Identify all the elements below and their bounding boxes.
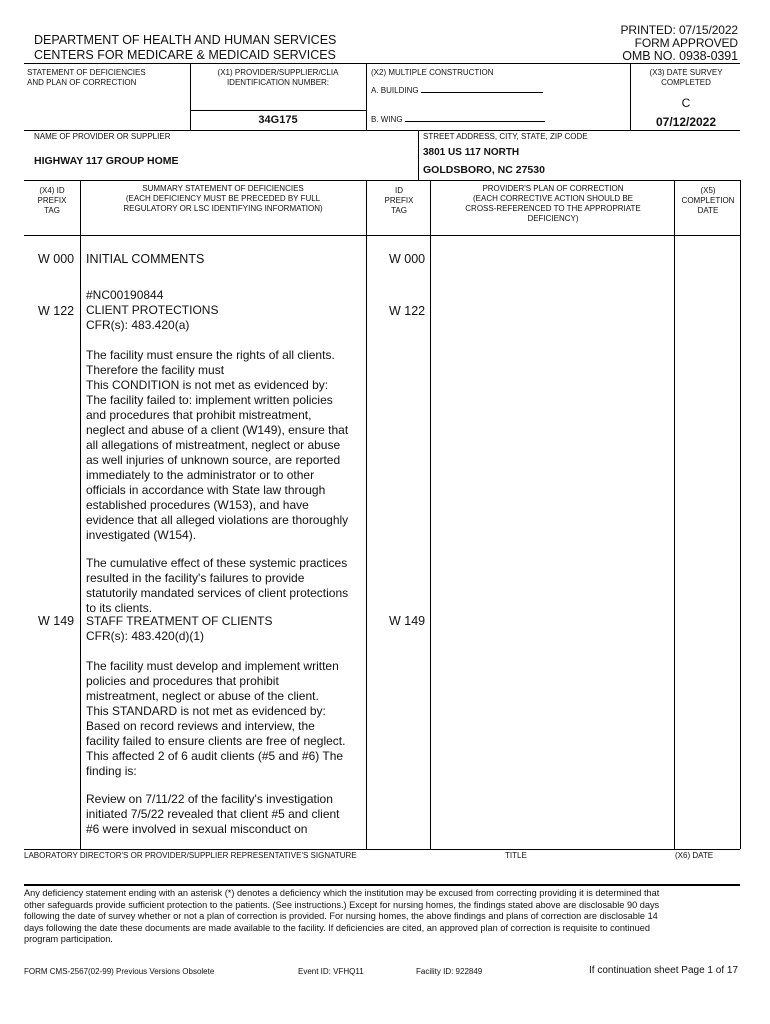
provider-name-label: NAME OF PROVIDER OR SUPPLIER [34, 132, 171, 141]
department-line-2: CENTERS FOR MEDICARE & MEDICAID SERVICES [34, 48, 336, 62]
col-header-x4-id-prefix: (X4) ID PREFIX TAG [37, 186, 67, 215]
address-line-1: 3801 US 117 NORTH [423, 147, 520, 158]
col-header-plan-of-correction: PROVIDER'S PLAN OF CORRECTION (EACH CORRECTIVE ACTION SHOULD BE CROSS-REFERENCED TO THE APPROPRIATE DEFICIENCY) [465, 184, 641, 223]
wing-blank [405, 113, 545, 122]
footer-page-number: If continuation sheet Page 1 of 17 [589, 965, 738, 976]
omb-number: OMB NO. 0938-0391 [622, 49, 738, 63]
x3-label: (X3) DATE SURVEY COMPLETED [649, 68, 723, 87]
w149-heading: STAFF TREATMENT OF CLIENTS CFR(s): 483.420(d)(1) [86, 614, 273, 643]
x2-label: (X2) MULTIPLE CONSTRUCTION [371, 68, 494, 77]
building-blank [421, 84, 543, 93]
footer-event-id: Event ID: VFHQ11 [298, 967, 364, 976]
building-label: A. BUILDING [371, 86, 419, 95]
tag-w149-left: W 149 [38, 614, 75, 628]
x3-survey-date: 07/12/2022 [655, 115, 717, 129]
tag-w122-right: W 122 [389, 304, 426, 318]
department-line-1: DEPARTMENT OF HEALTH AND HUMAN SERVICES [34, 33, 337, 47]
address-label: STREET ADDRESS, CITY, STATE, ZIP CODE [423, 132, 588, 141]
tag-w000-left: W 000 [38, 252, 75, 266]
col-header-x5-completion-date: (X5) COMPLETION DATE [681, 186, 735, 215]
printed-date: PRINTED: 07/15/2022 [620, 23, 738, 37]
tag-w000-right: W 000 [389, 252, 426, 266]
statement-of-deficiencies-label: STATEMENT OF DEFICIENCIES AND PLAN OF CORRECTION [27, 68, 146, 87]
initial-comments: INITIAL COMMENTS [86, 252, 205, 266]
x1-label: (X1) PROVIDER/SUPPLIER/CLIA IDENTIFICATION NUMBER: [217, 68, 339, 87]
col-header-id-prefix: ID PREFIX TAG [384, 186, 414, 215]
x3-survey-code: C [681, 96, 691, 110]
x1-identification-number: 34G175 [258, 114, 298, 126]
wing-field [371, 113, 545, 125]
wing-label: B. WING [371, 115, 403, 124]
col-header-summary-statement: SUMMARY STATEMENT OF DEFICIENCIES (EACH DEFICIENCY MUST BE PRECEDED BY FULL REGULATORY OR LSC IDENTIFYING INFORMATION) [123, 184, 323, 213]
w122-heading: #NC00190844 CLIENT PROTECTIONS CFR(s): 483.420(a) [86, 288, 219, 332]
w122-paragraph-cumulative: The cumulative effect of these systemic practices resulted in the facility's failures to provide statutorily mandated services of client protections to its clients. [86, 556, 349, 615]
footer-facility-id: Facility ID: 922849 [416, 967, 483, 976]
signature-date-label: (X6) DATE [675, 851, 714, 860]
form-approved: FORM APPROVED [634, 36, 738, 50]
signature-title-label: TITLE [505, 851, 527, 860]
tag-w149-right: W 149 [389, 614, 426, 628]
footer-form-number: FORM CMS-2567(02-99) Previous Versions Obsolete [24, 967, 215, 976]
building-field [371, 84, 543, 96]
deficiency-disclaimer: Any deficiency statement ending with an asterisk (*) denotes a deficiency which the institution may be excused from correcting providing it is determined that other safeguards provide sufficient protection to the patients. (See instructions.) Except for nursing homes, the findings stated above are disclosable 90 days following the date of survey whether or not a plan of correction is provided. For nursing homes, the above findings and plans of correction are disclosable 14 days following the date these documents are made available to the facility. If deficiencies are cited, an approved plan of correction is requisite to continued program participation. [24, 888, 660, 944]
w149-paragraph-review: Review on 7/11/22 of the facility's investigation initiated 7/5/22 revealed that client #5 and client #6 were involved in sexual misconduct on [86, 792, 340, 836]
provider-name: HIGHWAY 117 GROUP HOME [34, 155, 179, 167]
address-line-2: GOLDSBORO, NC 27530 [423, 164, 545, 176]
w122-paragraph-requirement: The facility must ensure the rights of all clients. Therefore the facility must This CONDITION is not met as evidenced by: The facility failed to: implement written policies and procedures that prohibit mistreatment, neglect and abuse of a client (W149), ensure that all allegations of mistreatment, neglect or abuse as well injuries of unknown source, are reported immediately to the administrator or to other officials in accordance with State law through established procedures (W153), and have evidence that all alleged violations are thoroughly investigated (W154). [86, 348, 349, 542]
tag-w122-left: W 122 [38, 304, 75, 318]
w149-paragraph-standard: The facility must develop and implement written policies and procedures that prohibit mistreatment, neglect or abuse of the client. This STANDARD is not met as evidenced by: Based on record reviews and interview, the facility failed to ensure clients are free of neglect. This affected 2 of 6 audit clients (#5 and #6) The finding is: [86, 659, 346, 778]
signature-label: LABORATORY DIRECTOR'S OR PROVIDER/SUPPLIER REPRESENTATIVE'S SIGNATURE [24, 851, 357, 860]
